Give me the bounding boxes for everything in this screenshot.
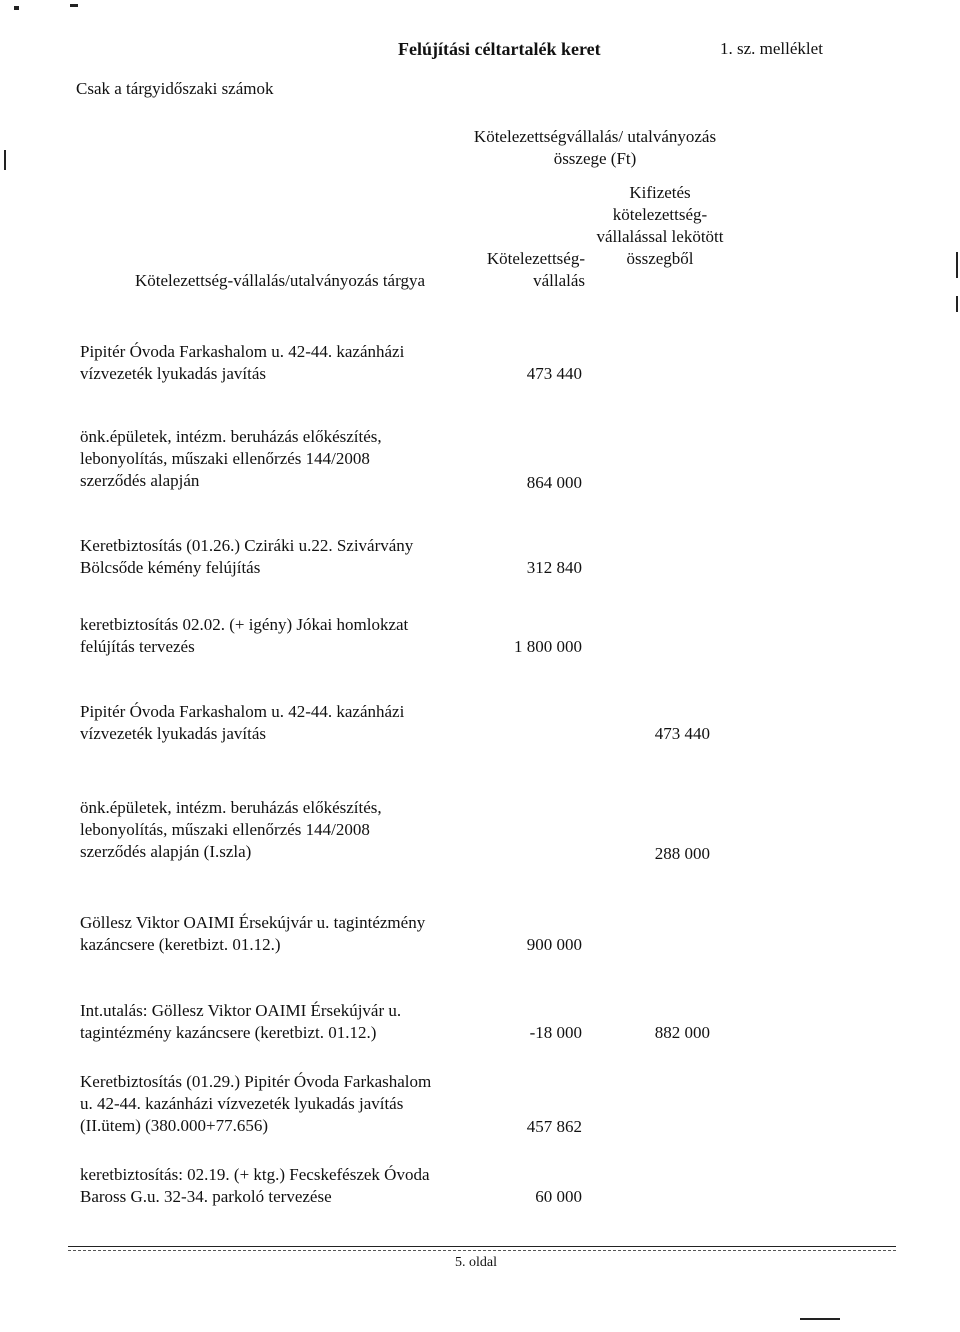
row-description: Göllesz Viktor OAIMI Érsekújvár u. tagintézmény kazáncsere (keretbizt. 01.12.) — [80, 913, 426, 954]
column-header-payment: Kifizetés kötelezettség-vállalással lekötött összegből — [596, 183, 724, 268]
footer-divider — [68, 1246, 896, 1247]
scan-edge-mark — [800, 1318, 840, 1320]
row-description: keretbiztosítás 02.02. (+ igény) Jókai homlokzat felújítás tervezés — [80, 615, 409, 656]
amount-group-header: Kötelezettségvállalás/ utalványozás összege (Ft) — [473, 127, 717, 168]
document-subtitle: Csak a tárgyidőszaki számok — [76, 79, 274, 98]
page-number: 5. oldal — [455, 1255, 497, 1270]
scan-edge-mark — [956, 296, 958, 312]
row-description: keretbiztosítás: 02.19. (+ ktg.) Fecskefészek Óvoda Baross G.u. 32-34. parkoló tervezése — [80, 1165, 430, 1206]
column-header-commitment: Kötelezettség-vállalás — [486, 249, 585, 290]
annex-label: 1. sz. melléklet — [720, 39, 823, 58]
row-description: Keretbiztosítás (01.26.) Cziráki u.22. Szivárvány Bölcsőde kémény felújítás — [80, 536, 414, 577]
row-description: Keretbiztosítás (01.29.) Pipitér Óvoda Farkashalom u. 42-44. kazánházi vízvezeték lyukadás javítás (II.ütem) (380.000+77.656) — [80, 1072, 432, 1135]
row-description: Pipitér Óvoda Farkashalom u. 42-44. kazánházi vízvezeték lyukadás javítás — [80, 342, 405, 383]
row-description: önk.épületek, intézm. beruházás előkészítés, lebonyolítás, műszaki ellenőrzés 144/2008 szerződés alapján — [80, 427, 382, 490]
row-payment: 288 000 — [654, 844, 710, 863]
row-commitment: 60 000 — [535, 1187, 582, 1206]
row-payment: 473 440 — [654, 724, 710, 743]
row-description: Pipitér Óvoda Farkashalom u. 42-44. kazánházi vízvezeték lyukadás javítás — [80, 702, 405, 743]
document-title: Felújítási céltartalék keret — [398, 39, 601, 59]
row-commitment: 864 000 — [526, 473, 582, 492]
row-commitment: 1 800 000 — [514, 637, 582, 656]
row-description: Int.utalás: Göllesz Viktor OAIMI Érsekújvár u. tagintézmény kazáncsere (keretbizt. 01.12.) — [80, 1001, 402, 1042]
row-commitment: 457 862 — [526, 1117, 582, 1136]
row-description: önk.épületek, intézm. beruházás előkészítés, lebonyolítás, műszaki ellenőrzés 144/2008 szerződés alapján (I.szla) — [80, 798, 382, 861]
scan-edge-mark — [956, 252, 958, 278]
footer-divider-dashed — [68, 1250, 896, 1251]
row-commitment: 900 000 — [526, 935, 582, 954]
column-header-subject: Kötelezettség-vállalás/utalványozás tárgya — [135, 271, 425, 290]
row-commitment: 473 440 — [526, 364, 582, 383]
row-payment: 882 000 — [654, 1023, 710, 1042]
row-commitment: -18 000 — [529, 1023, 582, 1042]
scan-mark — [14, 6, 19, 10]
scan-edge-mark — [4, 150, 6, 170]
row-commitment: 312 840 — [526, 558, 582, 577]
scan-mark — [70, 4, 78, 7]
